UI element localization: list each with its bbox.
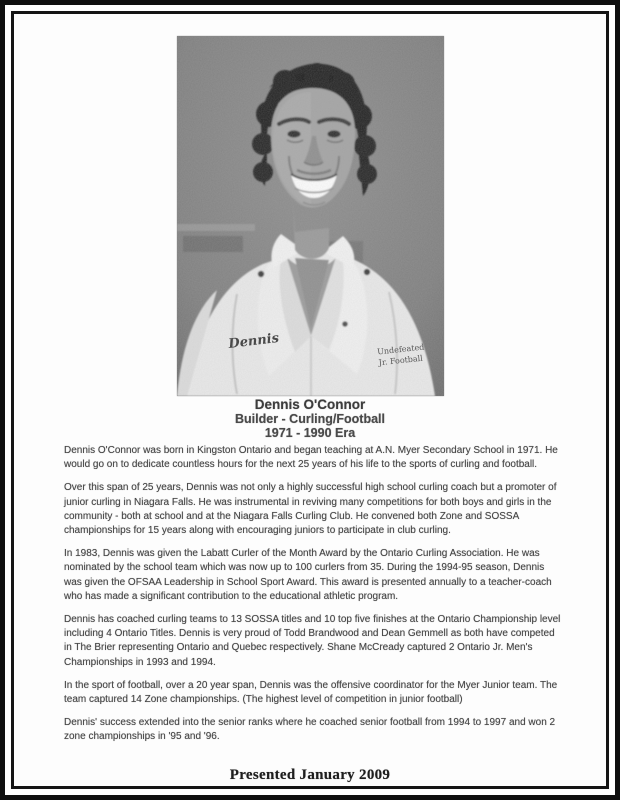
- biography-paragraph-6: Dennis' success extended into the senior ranks where he coached senior football from 1994 to 1997 and won 2 zone championships in '95 and '96.: [64, 717, 556, 743]
- person-name: Dennis O'Connor: [254, 397, 366, 412]
- builder-category: Builder - Curling/Football: [235, 412, 385, 426]
- era-range: 1971 - 1990 Era: [264, 426, 356, 440]
- portrait-photo: [177, 36, 444, 396]
- biography-text: [64, 444, 561, 754]
- biography-paragraph-1: Dennis O'Connor was born in Kingston Ontario and began teaching at A.N. Myer Secondary School in 1971. He would go on to dedicate countless hours for the next 25 years of his life to the sports of curling and football.: [64, 445, 558, 471]
- biography-paragraph-3: In 1983, Dennis was given the Labatt Curler of the Month Award by the Ontario Curling Association. He was nominated by the school team which was now up to 100 curlers from 35. During the 1994-95 season, Dennis was given the OFSAA Leadership in School Sport Award. This award is presented annually to a teacher-coach who has made a significant contribution to the educational athletic program.: [64, 548, 552, 602]
- presented-date: Presented January 2009: [229, 767, 391, 783]
- photo-grain-overlay: [177, 36, 444, 396]
- biography-paragraph-4: Dennis has coached curling teams to 13 SOSSA titles and 10 top five finishes at the Ontario Championship level including 4 Ontario Titles. Dennis is very proud of Todd Brandwood and Dean Gemmell as both have competed in The Brier representing Ontario and Quebec respectively. Shane McCready captured 2 Ontario Jr. Men's Championships in 1993 and 1994.: [64, 614, 561, 668]
- biography-paragraph-5: In the sport of football, over a 20 year span, Dennis was the offensive coordinator for the Myer Junior team. The team captured 14 Zone championships. (The highest level of competition in junior football): [64, 679, 558, 706]
- portrait-illustration: [177, 36, 444, 396]
- title-block: [0, 398, 620, 440]
- biography-paragraph-2: Over this span of 25 years, Dennis was not only a highly successful high school curling coach but a promoter of junior curling in Niagara Falls. He was instrumental in reviving many competitions for both boys and girls in the community - both at school and at the Niagara Falls Curling Club. He convened both Zone and SOSSA championships for 15 years along with encouraging juniors to participate in club curling.: [64, 482, 557, 537]
